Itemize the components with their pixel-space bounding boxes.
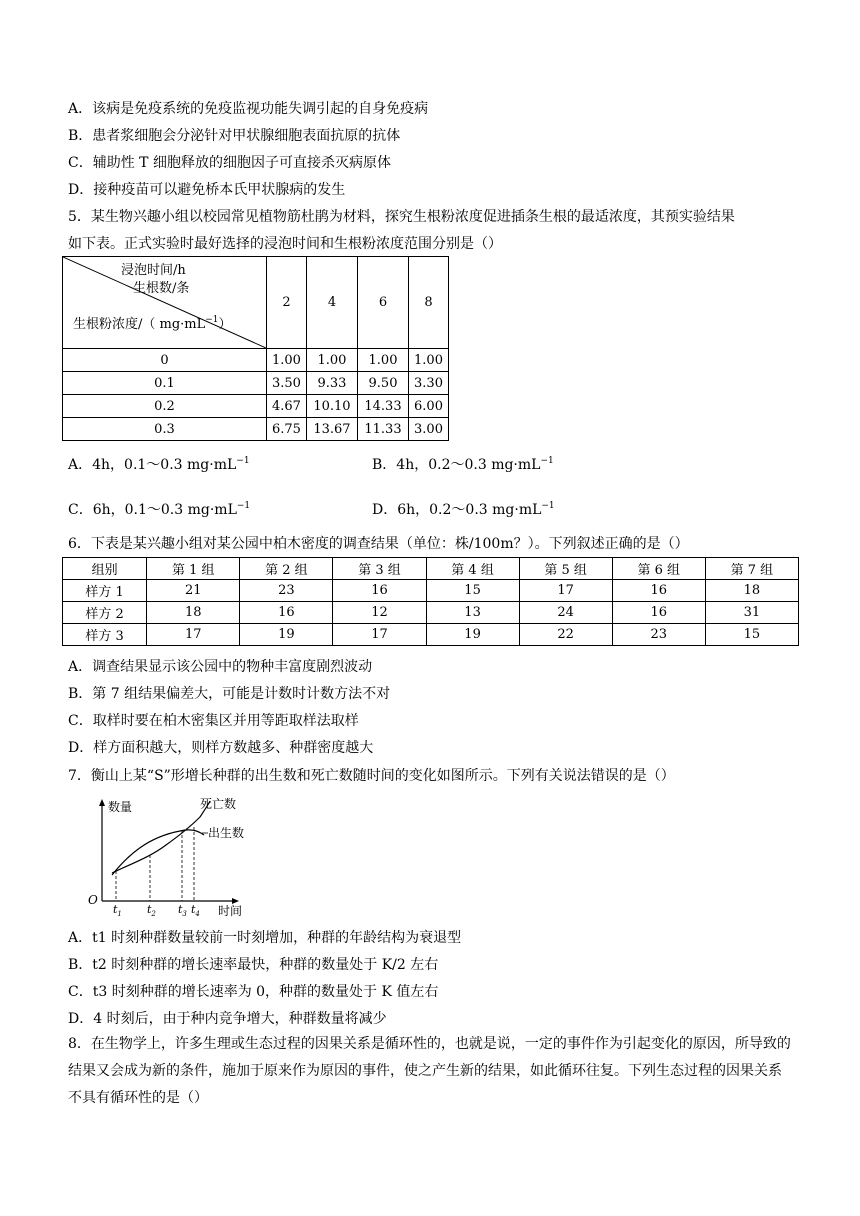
cell: 4.67	[267, 395, 307, 418]
col-header: 第 1 组	[147, 558, 240, 580]
table-row	[63, 602, 799, 624]
q5-option-a: A．4h，0.1～0.3 $mg\cdot mL^{-1}$	[68, 456, 250, 473]
col-header: 第 5 组	[519, 558, 612, 580]
tick-t3: $t_3$	[178, 903, 187, 917]
x-axis-label: 时间	[218, 904, 243, 917]
q6-table	[62, 557, 799, 646]
cell: 16	[612, 580, 705, 602]
col-header: 第 6 组	[612, 558, 705, 580]
cell: 13.67	[306, 418, 357, 441]
col-header: 第 3 组	[333, 558, 426, 580]
q6-option-d: D．样方面积越大，则样方数越多、种群密度越大	[68, 740, 374, 756]
cell: 1.00	[306, 349, 357, 372]
q6-stem: 6．下表是某兴趣小组对某公园中柏木密度的调查结果（单位：株/100m？）。下列叙述正确的是（）	[68, 536, 689, 552]
cell: 6.00	[409, 395, 449, 418]
diag-label-time: 浸泡时间/h	[121, 263, 186, 278]
q5-option-b: B．4h，0.2～0.3 $mg\cdot mL^{-1}$	[372, 456, 554, 473]
q5-stem-line1: 5．某生物兴趣小组以校园常见植物筋杜鹃为材料，探究生根粉浓度促进插条生根的最适浓度，其预实验结果	[68, 209, 735, 225]
row-label: 0.3	[63, 418, 267, 441]
y-axis-label: 数量	[108, 800, 133, 814]
col-header: 第 7 组	[705, 558, 798, 580]
origin-label: O	[88, 893, 98, 907]
row-label: 0.1	[63, 372, 267, 395]
row-label: 样方 1	[63, 580, 147, 602]
q4-option-a: A．该病是免疫系统的免疫监视功能失调引起的自身免疫病	[68, 101, 429, 117]
table-row	[63, 580, 799, 602]
q5-col-header: 6	[357, 257, 408, 349]
cell: 18	[705, 580, 798, 602]
q5-option-d: D．6h，0.2～0.3 $mg\cdot mL^{-1}$	[372, 501, 555, 518]
cell: 3.50	[267, 372, 307, 395]
q4-option-c: C．辅助性 T 细胞释放的细胞因子可直接杀灭病原体	[68, 155, 391, 171]
cell: 3.30	[409, 372, 449, 395]
cell: 31	[705, 602, 798, 624]
q5-col-header: 4	[306, 257, 357, 349]
cell: 3.00	[409, 418, 449, 441]
col-header: 组别	[63, 558, 147, 580]
cell: 1.00	[357, 349, 408, 372]
cell: 23	[240, 580, 333, 602]
diag-label-conc: 生根粉浓度/（ $mg\cdot mL^{-1}$）	[73, 315, 232, 332]
cell: 1.00	[267, 349, 307, 372]
q5-option-c: C．6h，0.1～0.3 $mg\cdot mL^{-1}$	[68, 501, 251, 518]
cell: 16	[612, 602, 705, 624]
cell: 23	[612, 624, 705, 646]
q7-graph	[88, 797, 268, 917]
cell: 19	[240, 624, 333, 646]
cell: 17	[333, 624, 426, 646]
row-label: 样方 3	[63, 624, 147, 646]
col-header: 第 2 组	[240, 558, 333, 580]
table-header-row	[63, 558, 799, 580]
table-row	[63, 624, 799, 646]
q4-option-d: D．接种疫苗可以避免桥本氏甲状腺病的发生	[68, 182, 346, 198]
cell: 16	[333, 580, 426, 602]
q6-option-b: B．第 7 组结果偏差大，可能是计数时计数方法不对	[68, 686, 391, 702]
q5-stem-line2: 如下表。正式实验时最好选择的浸泡时间和生根粉浓度范围分别是（）	[68, 236, 502, 252]
q6-option-c: C．取样时要在柏木密集区并用等距取样法取样	[68, 713, 359, 729]
tick-t4: $t_4$	[191, 903, 200, 917]
col-header: 第 4 组	[426, 558, 519, 580]
death-curve-label: 死亡数	[200, 797, 237, 811]
cell: 19	[426, 624, 519, 646]
cell: 6.75	[267, 418, 307, 441]
q7-option-b: B．t2 时刻种群的增长速率最快，种群的数量处于 K/2 左右	[68, 957, 439, 973]
table-row	[63, 349, 449, 372]
table-row	[63, 395, 449, 418]
cell: 10.10	[306, 395, 357, 418]
q7-option-c: C．t3 时刻种群的增长速率为 0，种群的数量处于 K 值左右	[68, 984, 439, 1000]
q7-option-d: D．4 时刻后，由于种内竞争增大，种群数量将减少	[68, 1011, 387, 1027]
cell: 22	[519, 624, 612, 646]
cell: 9.33	[306, 372, 357, 395]
cell: 12	[333, 602, 426, 624]
q7-stem: 7．衡山上某“S”形增长种群的出生数和死亡数随时间的变化如图所示。下列有关说法错误的是（）	[68, 768, 675, 784]
birth-curve-label: 出生数	[208, 826, 245, 840]
cell: 14.33	[357, 395, 408, 418]
tick-t2: $t_2$	[147, 903, 156, 917]
q6-option-a: A．调查结果显示该公园中的物种丰富度剧烈波动	[68, 659, 373, 675]
cell: 24	[519, 602, 612, 624]
cell: 1.00	[409, 349, 449, 372]
cell: 16	[240, 602, 333, 624]
row-label: 样方 2	[63, 602, 147, 624]
q4-option-b: B．患者浆细胞会分泌针对甲状腺细胞表面抗原的抗体	[68, 128, 401, 144]
tick-t1: $t_1$	[113, 903, 122, 917]
cell: 17	[519, 580, 612, 602]
q5-col-header: 8	[409, 257, 449, 349]
cell: 9.50	[357, 372, 408, 395]
cell: 15	[426, 580, 519, 602]
cell: 13	[426, 602, 519, 624]
q8-stem: 8．在生物学上，许多生理或生态过程的因果关系是循环性的，也就是说，一定的事件作为引起变化的原因，所导致的结果又会成为新的条件，施加于原来作为原因的事件，使之产生新的结果，如此循环往复。下列生态过程的因果关系不具有循环性的是（）	[68, 1036, 791, 1106]
table-row	[63, 418, 449, 441]
cell: 11.33	[357, 418, 408, 441]
table-row	[63, 372, 449, 395]
birth-curve	[112, 830, 204, 875]
cell: 17	[147, 624, 240, 646]
q5-table	[62, 256, 449, 441]
cell: 18	[147, 602, 240, 624]
cell: 15	[705, 624, 798, 646]
q5-table-diagonal-header	[63, 257, 267, 349]
diag-label-roots: 生根数/条	[133, 281, 190, 296]
q7-option-a: A．t1 时刻种群数量较前一时刻增加，种群的年龄结构为衰退型	[68, 930, 462, 946]
row-label: 0.2	[63, 395, 267, 418]
cell: 21	[147, 580, 240, 602]
q5-col-header: 2	[267, 257, 307, 349]
y-axis-arrow	[99, 799, 105, 806]
row-label: 0	[63, 349, 267, 372]
